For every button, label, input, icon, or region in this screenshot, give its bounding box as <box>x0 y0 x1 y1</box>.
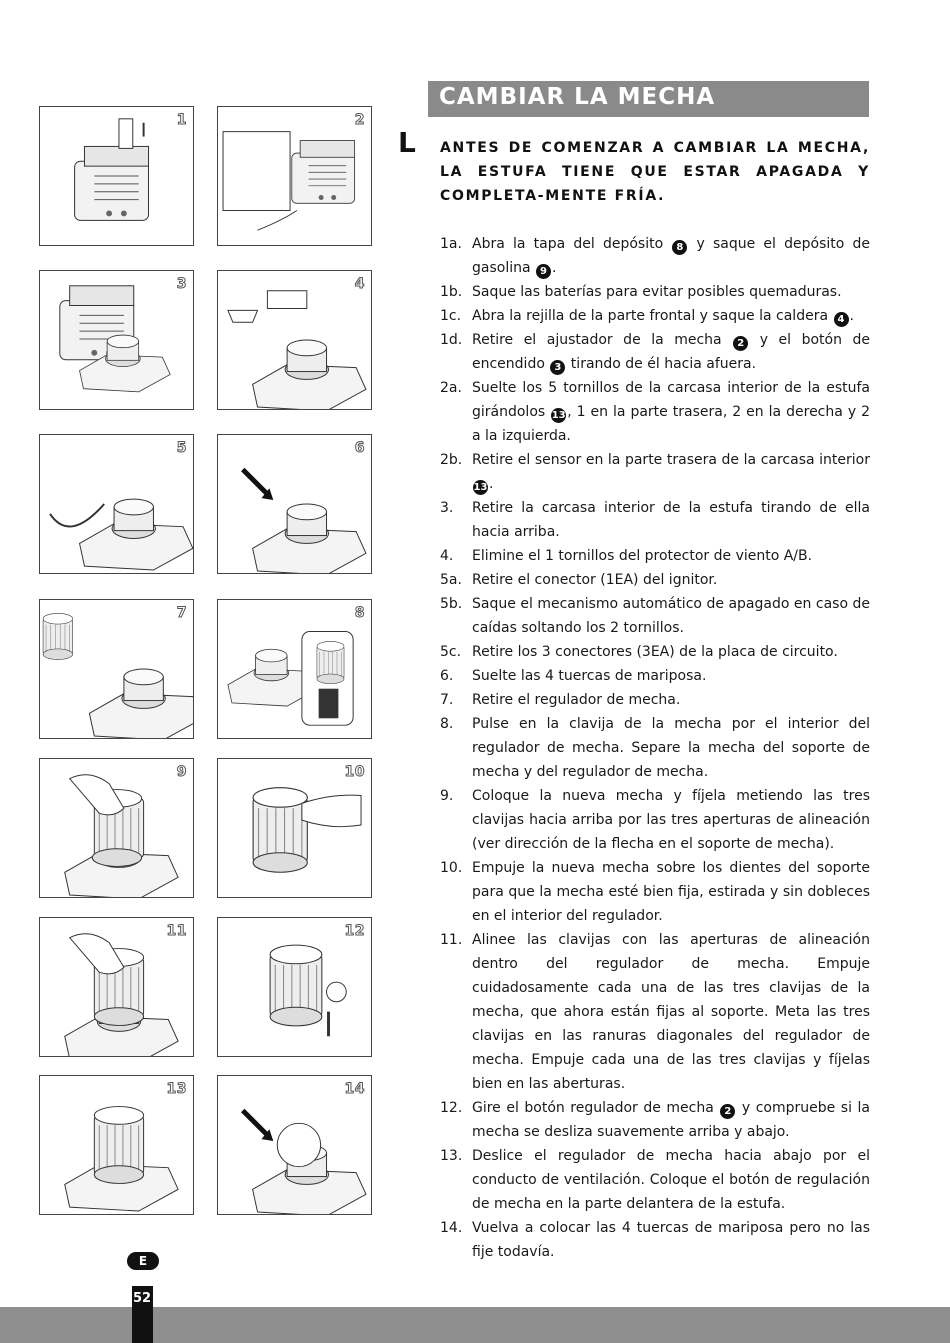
step-number: 10. <box>440 860 463 876</box>
instruction-step <box>440 688 870 712</box>
figure-9 <box>39 758 194 898</box>
step-text: . <box>489 476 494 492</box>
figure-11 <box>39 917 194 1057</box>
step-text: y el botón de encendido <box>472 332 871 372</box>
instruction-step <box>440 496 870 544</box>
figure-number: 12 <box>344 923 365 939</box>
step-text: . <box>552 260 557 276</box>
step-number: 12. <box>440 1100 463 1116</box>
step-text: Coloque la nueva mecha y fíjela metiendo las tres clavijas hacia arriba por las tres aperturas de alineación (ver dirección de la flecha en el soporte de mecha). <box>472 788 870 852</box>
step-number: 5a. <box>440 572 462 588</box>
part-reference-badge: 3 <box>550 360 565 375</box>
warning-text: ANTES DE COMENZAR A CAMBIAR LA MECHA, LA ESTUFA TIENE QUE ESTAR APAGADA Y COMPLETA-MENTE FRÍA. <box>440 140 870 204</box>
step-text: Empuje la nueva mecha sobre los dientes del soporte para que la mecha esté bien fija, estirada y sin dobleces en el interior del regulador. <box>472 860 870 924</box>
step-number: 13. <box>440 1148 463 1164</box>
step-text: Suelte los 5 tornillos de la carcasa interior de la estufa girándolos <box>472 380 870 420</box>
step-text: Pulse en la clavija de la mecha por el interior del regulador de mecha. Separe la mecha del soporte de mecha y del regulador de mecha. <box>472 716 870 780</box>
part-reference-badge: 8 <box>672 240 687 255</box>
figure-5 <box>39 434 194 574</box>
part-reference-badge: 4 <box>834 312 849 327</box>
step-text: Alinee las clavijas con las aperturas de alineación dentro del regulador de mecha. Empuje cuidadosamente cada una de las tres clavijas de la mecha, que ahora están fijas al soporte. Meta las tres clavijas en las ranuras diagonales del regulador de mecha. Empuje cada una de las tres clavijas y fíjelas bien en las aberturas. <box>472 932 870 1092</box>
instruction-step <box>440 448 870 496</box>
instruction-step <box>440 544 870 568</box>
part-reference-badge: 2 <box>720 1104 735 1119</box>
remove-knobs-illustration <box>218 271 371 409</box>
figure-number: 2 <box>354 112 365 128</box>
step-text: Saque el mecanismo automático de apagado en caso de caídas soltando los 2 tornillos. <box>472 596 870 636</box>
open-front-grille-illustration <box>40 271 193 409</box>
step-number: 4. <box>440 548 454 564</box>
step-text: , 1 en la parte trasera, 2 en la derecha y 2 a la izquierda. <box>472 404 871 444</box>
step-text: Retire el sensor en la parte trasera de la carcasa interior <box>472 452 870 468</box>
step-number: 3. <box>440 500 454 516</box>
wick-regulator-removal-illustration <box>40 600 193 738</box>
figure-number: 4 <box>354 276 365 292</box>
figure-number: 14 <box>344 1081 365 1097</box>
section-letter: L <box>398 126 416 159</box>
step-text: Abra la rejilla de la parte frontal y saque la caldera <box>472 308 833 324</box>
instruction-step <box>440 592 870 640</box>
figure-number: 8 <box>354 605 365 621</box>
step-number: 9. <box>440 788 454 804</box>
figure-number: 11 <box>166 923 187 939</box>
instruction-step <box>440 928 870 1096</box>
instruction-step <box>440 280 870 304</box>
step-text: Vuelva a colocar las 4 tuercas de mariposa pero no las fije todavía. <box>472 1220 870 1260</box>
figure-4 <box>217 270 372 410</box>
heater-tank-removal-illustration <box>40 107 193 245</box>
battery-removal-illustration <box>218 107 371 245</box>
instruction-step <box>440 376 870 448</box>
step-number: 1b. <box>440 284 463 300</box>
figure-number: 10 <box>344 764 365 780</box>
step-number: 2b. <box>440 452 463 468</box>
page-title: CAMBIAR LA MECHA <box>439 84 716 110</box>
step-text: Deslice el regulador de mecha hacia abajo por el conducto de ventilación. Coloque el botón de regulación de mecha en la parte delantera de la estufa. <box>472 1148 870 1212</box>
step-text: Retire la carcasa interior de la estufa tirando de ella hacia arriba. <box>472 500 870 540</box>
instruction-step <box>440 712 870 784</box>
figure-number: 1 <box>176 112 187 128</box>
step-number: 6. <box>440 668 454 684</box>
wick-pin-release-illustration <box>218 600 371 738</box>
step-number: 5c. <box>440 644 462 660</box>
instruction-step <box>440 568 870 592</box>
instruction-step <box>440 640 870 664</box>
figure-14 <box>217 1075 372 1215</box>
step-number: 14. <box>440 1220 463 1236</box>
instruction-list <box>440 232 870 1264</box>
figure-7 <box>39 599 194 739</box>
language-badge: E <box>127 1252 159 1270</box>
figure-number: 13 <box>166 1081 187 1097</box>
instruction-step <box>440 232 870 280</box>
figure-6 <box>217 434 372 574</box>
step-text: tirando de él hacia afuera. <box>566 356 757 372</box>
figure-number: 5 <box>176 440 187 456</box>
step-text: Retire el conector (1EA) del ignitor. <box>472 572 718 588</box>
step-text: Suelte las 4 tuercas de mariposa. <box>472 668 707 684</box>
step-text: Abra la tapa del depósito <box>472 236 672 252</box>
step-number: 1c. <box>440 308 462 324</box>
step-text: Retire los 3 conectores (3EA) de la placa de circuito. <box>472 644 838 660</box>
figure-number: 3 <box>176 276 187 292</box>
remove-inner-housing-illustration <box>40 435 193 573</box>
part-reference-badge: 13 <box>473 482 488 493</box>
part-reference-badge: 13 <box>551 410 566 421</box>
instruction-step <box>440 1096 870 1144</box>
instruction-step <box>440 1216 870 1264</box>
step-number: 1d. <box>440 332 463 348</box>
step-text: Elimine el 1 tornillos del protector de viento A/B. <box>472 548 813 564</box>
step-number: 7. <box>440 692 454 708</box>
figure-number: 9 <box>176 764 187 780</box>
figure-1 <box>39 106 194 246</box>
step-number: 5b. <box>440 596 463 612</box>
instruction-step <box>440 304 870 328</box>
page-number-tab <box>132 1286 153 1343</box>
figure-2 <box>217 106 372 246</box>
instruction-step <box>440 664 870 688</box>
figure-number: 6 <box>354 440 365 456</box>
section-title-bar <box>428 81 869 117</box>
instruction-step <box>440 784 870 856</box>
part-reference-badge: 9 <box>536 264 551 279</box>
figure-8 <box>217 599 372 739</box>
step-text: Retire el regulador de mecha. <box>472 692 681 708</box>
instruction-step <box>440 856 870 928</box>
step-number: 8. <box>440 716 454 732</box>
step-text: . <box>849 308 854 324</box>
figure-3 <box>39 270 194 410</box>
step-text: Gire el botón regulador de mecha <box>472 1100 720 1116</box>
new-wick-insertion-illustration <box>40 759 193 897</box>
instruction-step <box>440 1144 870 1216</box>
step-text: y compruebe si la mecha se desliza suavemente arriba y abajo. <box>472 1100 870 1140</box>
remove-screw-illustration <box>218 435 371 573</box>
step-text: Retire el ajustador de la mecha <box>472 332 733 348</box>
step-number: 2a. <box>440 380 462 396</box>
step-text: Saque las baterías para evitar posibles quemaduras. <box>472 284 842 300</box>
figure-12 <box>217 917 372 1057</box>
figure-10 <box>217 758 372 898</box>
figure-number: 7 <box>176 605 187 621</box>
page-number: 52 <box>133 1291 152 1306</box>
step-number: 11. <box>440 932 463 948</box>
step-number: 1a. <box>440 236 462 252</box>
step-text: y saque el depósito de gasolina <box>472 236 870 276</box>
part-reference-badge: 2 <box>733 336 748 351</box>
figure-13 <box>39 1075 194 1215</box>
instruction-step <box>440 328 870 376</box>
